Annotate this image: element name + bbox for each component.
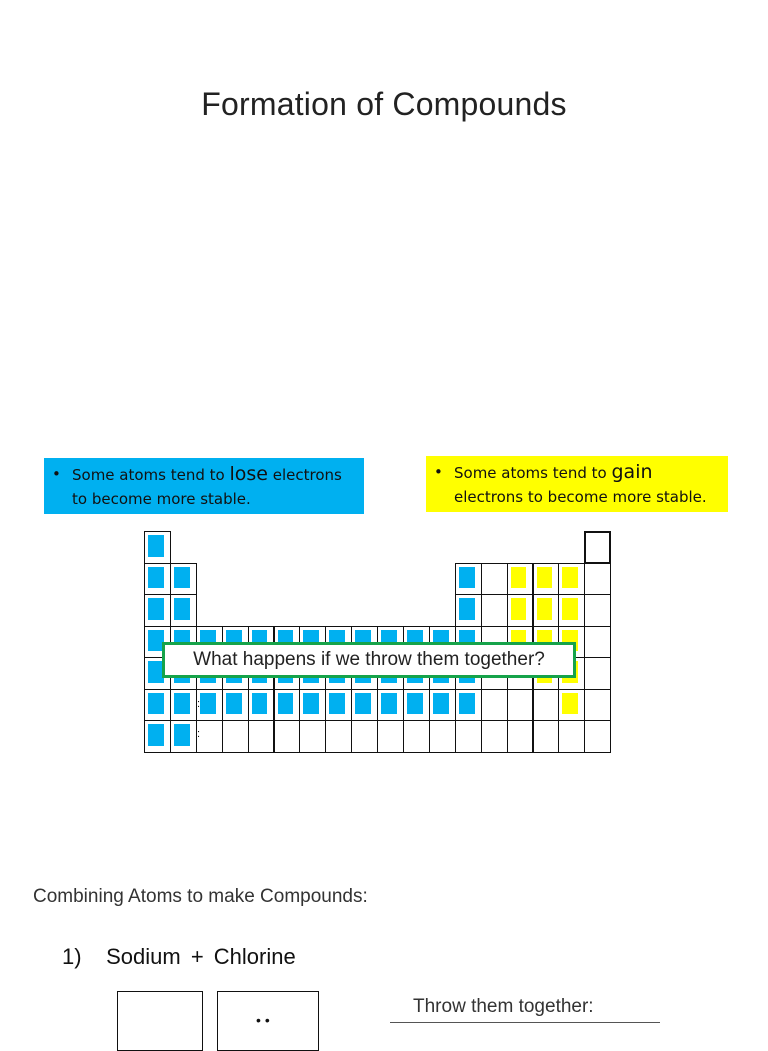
- metal-fill: [200, 693, 216, 715]
- element-cell: [351, 689, 378, 722]
- section-heading: Combining Atoms to make Compounds:: [33, 886, 368, 907]
- metal-fill: [355, 693, 371, 715]
- bullet-icon: •: [52, 465, 61, 483]
- metal-fill: [174, 693, 190, 715]
- element-cell: [299, 720, 326, 753]
- element-cell: [170, 594, 197, 627]
- element-cell: [584, 531, 611, 564]
- element-cell: [222, 720, 249, 753]
- element-cell: [584, 626, 611, 659]
- gain-electrons-callout: [426, 456, 728, 512]
- metal-fill: [381, 693, 397, 715]
- metal-fill: [433, 693, 449, 715]
- element-cell: [455, 689, 482, 722]
- page-title: Formation of Compounds: [201, 86, 567, 122]
- element-cell: [144, 689, 171, 722]
- element-cell: [584, 563, 611, 596]
- metal-fill: [148, 535, 164, 557]
- metal-fill: [329, 693, 345, 715]
- nonmetal-fill: [562, 567, 578, 589]
- step-number: 1): [62, 944, 82, 969]
- element-cell: [403, 689, 430, 722]
- element-cell: [299, 689, 326, 722]
- element-cell: [558, 594, 585, 627]
- element-cell: [533, 563, 560, 596]
- metal-fill: [278, 693, 294, 715]
- answer-line: [390, 1022, 660, 1023]
- gain-emphasis: gain: [611, 461, 653, 483]
- element-cell: [377, 689, 404, 722]
- metal-fill: [407, 693, 423, 715]
- element-cell: [351, 720, 378, 753]
- gain-text-start: Some atoms tend to: [454, 464, 612, 482]
- element-cell: [325, 689, 352, 722]
- metal-fill: [174, 567, 190, 589]
- lanthanide-marker: :: [197, 698, 201, 710]
- element-cell: [558, 563, 585, 596]
- element-cell: [481, 720, 508, 753]
- element-cell: [144, 720, 171, 753]
- nonmetal-fill: [511, 567, 527, 589]
- element-cell: [274, 689, 301, 722]
- metal-fill: [459, 567, 475, 589]
- element-cell: [325, 720, 352, 753]
- element-cell: [507, 689, 534, 722]
- element-cell: [274, 720, 301, 753]
- metal-fill: [303, 693, 319, 715]
- element-cell: [584, 594, 611, 627]
- nonmetal-fill: [562, 693, 578, 715]
- element-cell: [455, 720, 482, 753]
- throw-label: Throw them together:: [413, 996, 594, 1017]
- element-cell: [429, 689, 456, 722]
- metal-fill: [174, 598, 190, 620]
- lose-text-start: Some atoms tend to: [72, 466, 230, 484]
- chlorine-diagram-box: [217, 991, 319, 1051]
- electron-dots: ••: [256, 1012, 274, 1028]
- element-cell: [144, 594, 171, 627]
- element-cell: [144, 531, 171, 564]
- nonmetal-fill: [562, 598, 578, 620]
- element-cell: [170, 720, 197, 753]
- metal-fill: [252, 693, 268, 715]
- metal-fill: [174, 724, 190, 746]
- element-cell: [533, 720, 560, 753]
- metal-fill: [148, 567, 164, 589]
- element-cell: [558, 689, 585, 722]
- metal-fill: [459, 598, 475, 620]
- metal-fill: [148, 598, 164, 620]
- element-cell: [558, 720, 585, 753]
- element-cell: [481, 563, 508, 596]
- element-cell: [455, 563, 482, 596]
- question-box: What happens if we throw them together?: [162, 642, 576, 678]
- metal-fill: [148, 693, 164, 715]
- element-cell: [584, 689, 611, 722]
- element-cell: [507, 563, 534, 596]
- bullet-icon: •: [434, 463, 443, 481]
- element-cell: [170, 563, 197, 596]
- element-cell: [248, 689, 275, 722]
- element-cell: [584, 720, 611, 753]
- nonmetal-fill: [511, 598, 527, 620]
- gain-text-end: electrons to become more stable.: [454, 488, 707, 506]
- element-cell: [455, 594, 482, 627]
- step-1: [62, 944, 296, 970]
- metal-fill: [459, 693, 475, 715]
- element-cell: [403, 720, 430, 753]
- element-cell: [429, 720, 456, 753]
- step-text: Sodium + Chlorine: [106, 944, 296, 969]
- element-cell: [584, 657, 611, 690]
- element-cell: [144, 563, 171, 596]
- element-cell: [507, 594, 534, 627]
- lose-text-end: electrons to become more stable.: [72, 466, 342, 508]
- metal-fill: [226, 693, 242, 715]
- nonmetal-fill: [537, 598, 553, 620]
- element-cell: [481, 689, 508, 722]
- element-cell: [533, 594, 560, 627]
- element-cell: [377, 720, 404, 753]
- element-cell: [507, 720, 534, 753]
- element-cell: [481, 594, 508, 627]
- nonmetal-fill: [537, 567, 553, 589]
- element-cell: [248, 720, 275, 753]
- element-cell: [170, 689, 197, 722]
- lose-emphasis: lose: [229, 463, 268, 485]
- element-cell: [222, 689, 249, 722]
- lose-electrons-callout: [44, 458, 364, 514]
- sodium-diagram-box: [117, 991, 203, 1051]
- metal-fill: [148, 724, 164, 746]
- actinide-marker: :: [197, 728, 201, 740]
- element-cell: [533, 689, 560, 722]
